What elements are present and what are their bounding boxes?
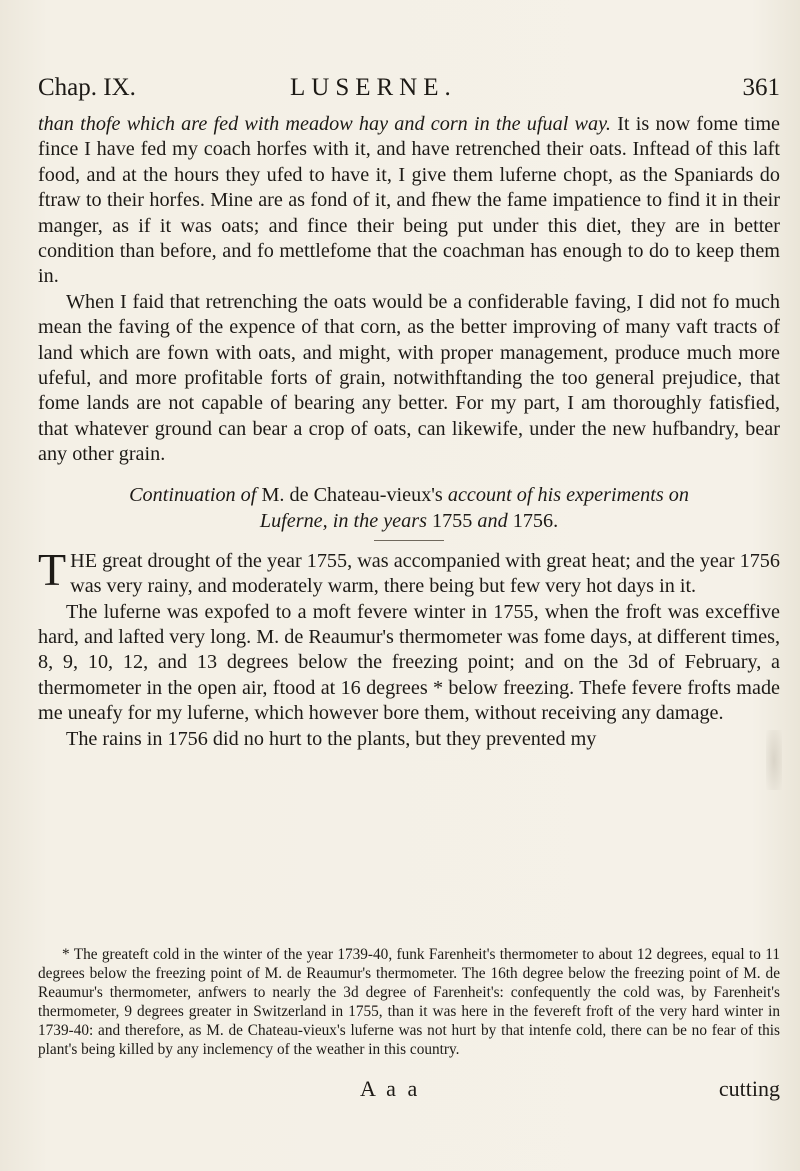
page-number: 361	[742, 74, 780, 101]
section-subheading	[38, 482, 780, 534]
running-header	[38, 74, 780, 108]
section-paragraph-1	[38, 543, 780, 600]
subheading-part-6: and	[477, 509, 508, 532]
section-rule	[374, 540, 444, 541]
paragraph-1	[38, 112, 780, 290]
subheading-part-4: Luferne, in the years	[259, 509, 427, 532]
subheading-year-1: 1755	[431, 509, 473, 532]
paragraph-1-text: It is now fome time fince I have fed my coach horfes with it, and have retrenched their oats. Inftead of this laft food, and at the hours they ufed to have it, I give them luferne chopt, as the Spaniards do ftraw to their horfes. Mine are as fond of it, and fhew the fame impatience to find it in their manger, as if it was oats; and fince their being put under this diet, they are in better condition than before, and fo mettlefome that the coachman has enough to do to keep them in.	[38, 113, 781, 288]
chapter-label: Chap. IX.	[38, 74, 136, 101]
drop-cap: T	[38, 543, 67, 595]
paragraph-1-lead: than thofe which are fed with meadow hay and corn in the ufual way.	[38, 113, 611, 135]
section-paragraph-3: The rains in 1756 did no hurt to the plants, but they prevented my	[66, 727, 597, 750]
section-paragraph-2: The luferne was expofed to a moft fevere winter in 1755, when the froft was exceffive hard, and lafted very long. M. de Reaumur's thermometer was fome days, at different times, 8, 9, 10, 12, and 13 degrees below the freezing point; and on the 3d of February, a thermometer in the open air, ftood at 16 degrees * below freezing. Thefe fevere frofts made me uneafy for my luferne, which however bore them, without receiving any damage.	[38, 600, 780, 725]
subheading-part-1: Continuation of	[129, 483, 257, 506]
main-text	[38, 112, 780, 752]
subheading-part-3: account of his experiments on	[447, 483, 689, 506]
paragraph-2: When I faid that retrenching the oats would be a confiderable faving, I did not fo much mean the faving of the expence of that corn, as the better improving of many vaft tracts of land which are fown with oats, and might, with proper management, produce much more ufeful, and more profitable forts of grain, notwithftanding the too general prejudice, that fome lands are not capable of bearing any better. For my part, I am thoroughly fatisfied, that whatever ground can bear a crop of oats, can likewife, under the new hufbandry, bear any other grain.	[38, 290, 780, 466]
page-footer	[38, 1076, 780, 1102]
signature-mark: A a a	[360, 1076, 421, 1101]
running-title: LUSERNE.	[290, 74, 457, 101]
footnote: * The greateft cold in the winter of the year 1739-40, funk Farenheit's thermometer to about 12 degrees, equal to 11 degrees below the freezing point of M. de Reaumur's thermometer. The 16th degree below the freezing point of M. de Reaumur's thermometer, anfwers to nearly the 3d degree of Farenheit's: confequently the cold was, by Farenheit's thermometer, 9 degrees greater in Switzerland in 1755, than it was here in the fevereft froft of the very hard winter in 1739-40: and therefore, as M. de Chateau-vieux's luferne was not hurt by that intenfe cold, there can be no fear of this plant's being killed by any inclemency of the weather in this country.	[38, 946, 780, 1059]
subheading-year-2: 1756.	[512, 509, 559, 532]
paper-stain	[766, 730, 782, 790]
section-paragraph-1-text: HE great drought of the year 1755, was accompanied with great heat; and the year 1756 was very rainy, and moderately warm, there being but few very hot days in it.	[70, 549, 780, 598]
subheading-part-2: M. de Chateau-vieux's	[261, 483, 443, 506]
catchword: cutting	[718, 1076, 780, 1101]
